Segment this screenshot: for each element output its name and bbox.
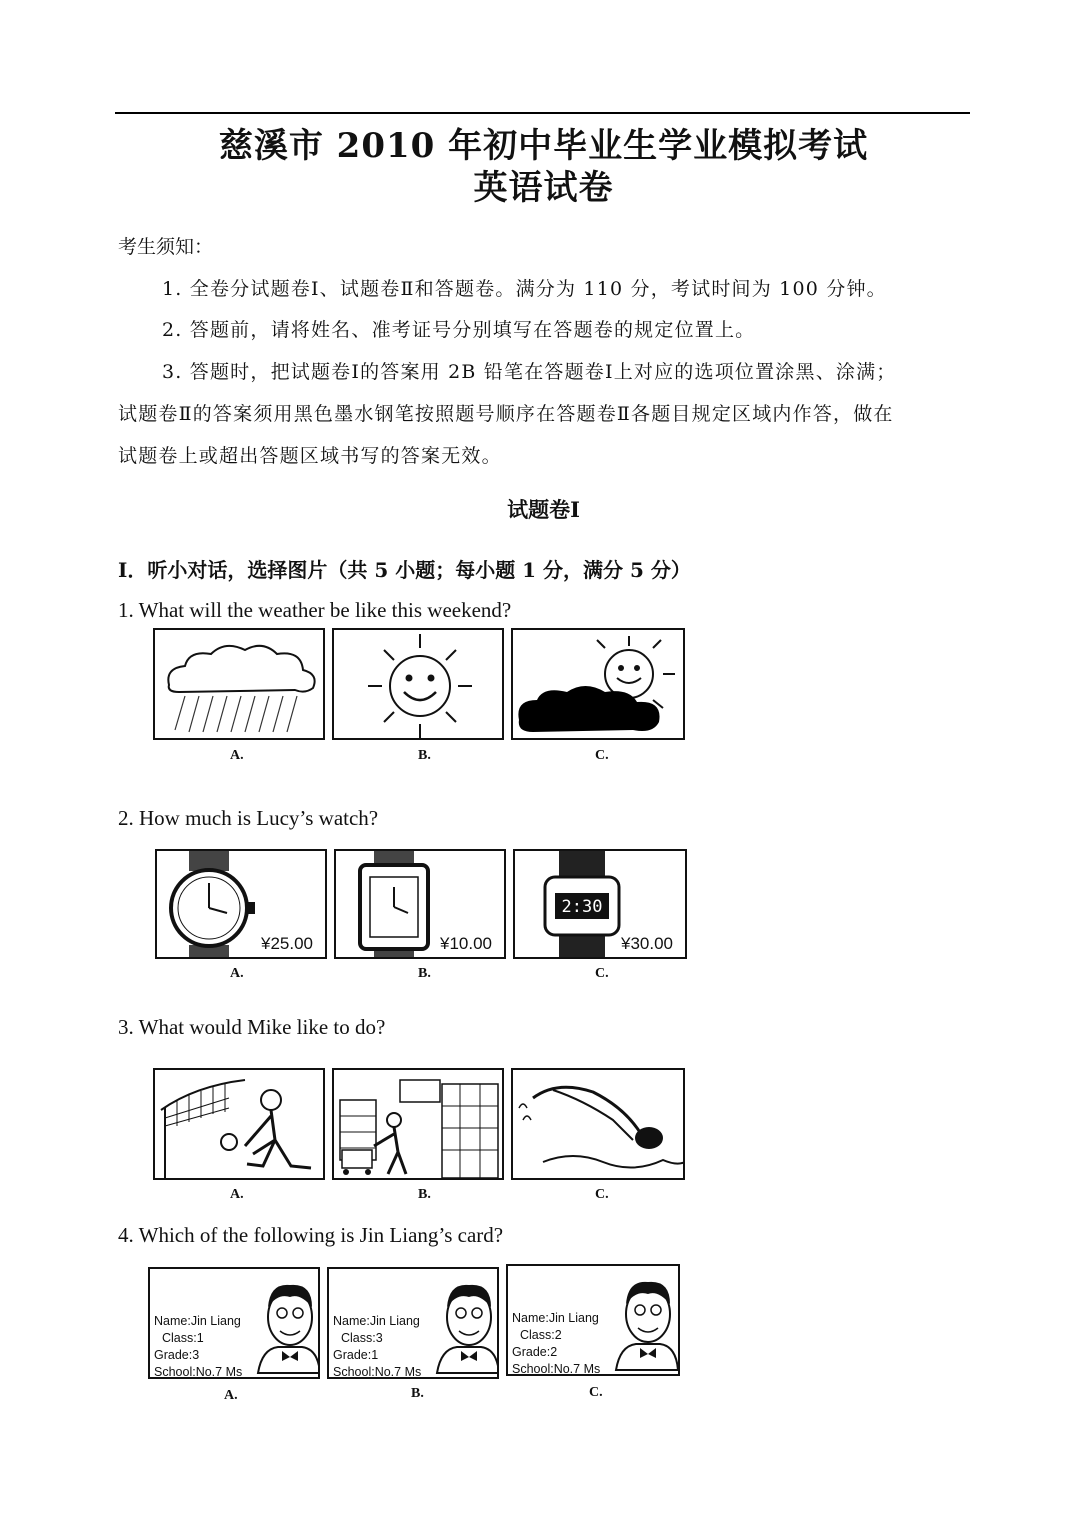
q1-option-b-image[interactable]	[332, 628, 504, 740]
q3-option-a-image[interactable]	[153, 1068, 325, 1180]
q2-price-b: ¥10.00	[440, 934, 492, 953]
q2-label-b: B.	[418, 966, 431, 981]
exam-subtitle: 英语试卷	[473, 168, 614, 208]
notice-heading: 考生须知：	[118, 236, 214, 258]
q2-option-c-image[interactable]	[513, 849, 687, 959]
question-4: 4. Which of the following is Jin Liang’s card?	[118, 1223, 504, 1247]
header-rule	[115, 112, 970, 114]
rain-cloud-icon	[155, 630, 325, 740]
notice-item-2: 2. 答题前，请将姓名、准考证号分别填写在答题卷的规定位置上。	[162, 319, 756, 341]
q1-label-b: B.	[418, 748, 431, 763]
q3-option-b-image[interactable]	[332, 1068, 504, 1180]
card-name: Name:Jin Liang	[154, 1314, 241, 1328]
notice-item-3-cont2: 试题卷上或超出答题区域书写的答案无效。	[118, 445, 502, 467]
q3-label-b: B.	[418, 1187, 431, 1202]
card-school: School:No.7 Ms	[333, 1365, 422, 1379]
sun-icon	[334, 630, 504, 740]
q3-label-c: C.	[595, 1187, 609, 1202]
question-2: 2. How much is Lucy’s watch?	[118, 806, 379, 830]
question-1: 1. What will the weather be like this weekend?	[118, 598, 512, 622]
q1-label-c: C.	[595, 748, 609, 763]
volume-title: 试题卷Ⅰ	[507, 497, 580, 522]
q4-card-c[interactable]	[506, 1264, 680, 1376]
q3-label-a: A.	[230, 1187, 244, 1202]
q2-price-a: ¥25.00	[261, 934, 313, 953]
card-class: Class:2	[520, 1328, 562, 1342]
digital-display-text: 2:30	[561, 897, 603, 917]
q1-label-a: A.	[230, 748, 244, 763]
notice-item-3: 3. 答题时，把试题卷Ⅰ的答案用 2B 铅笔在答题卷Ⅰ上对应的选项位置涂黑、涂满；	[162, 361, 897, 383]
q4-card-b[interactable]	[327, 1267, 499, 1379]
q4-card-a[interactable]	[148, 1267, 320, 1379]
volleyball-player-icon	[155, 1070, 325, 1180]
card-grade: Grade:2	[512, 1345, 558, 1359]
q4-label-b: B.	[411, 1386, 424, 1401]
card-class: Class:1	[162, 1331, 204, 1345]
exam-title: 慈溪市 2010 年初中毕业生学业模拟考试	[218, 126, 869, 166]
q2-option-a-image[interactable]	[155, 849, 327, 959]
q1-option-a-image[interactable]	[153, 628, 325, 740]
sun-behind-cloud-icon	[513, 630, 685, 740]
card-grade: Grade:1	[333, 1348, 379, 1362]
card-name: Name:Jin Liang	[333, 1314, 420, 1328]
q4-label-c: C.	[589, 1385, 603, 1400]
q4-card-b-text	[333, 1313, 421, 1379]
q2-label-c: C.	[595, 966, 609, 981]
notice-item-1: 1. 全卷分试题卷Ⅰ、试题卷Ⅱ和答题卷。满分为 110 分，考试时间为 100 分钟。	[162, 278, 887, 300]
question-3: 3. What would Mike like to do?	[118, 1015, 386, 1039]
q2-option-b-image[interactable]	[334, 849, 506, 959]
shopping-icon	[334, 1070, 504, 1180]
card-school: School:No.7 Ms	[512, 1362, 601, 1376]
swimmer-icon	[513, 1070, 685, 1180]
section-title: Ⅰ．听小对话，选择图片（共 5 小题；每小题 1 分，满分 5 分）	[118, 558, 691, 582]
q2-label-a: A.	[230, 966, 244, 981]
q4-label-a: A.	[224, 1388, 238, 1403]
card-name: Name:Jin Liang	[512, 1311, 599, 1325]
card-class: Class:3	[341, 1331, 383, 1345]
q4-card-c-text	[512, 1310, 600, 1376]
q3-option-c-image[interactable]	[511, 1068, 685, 1180]
card-school: School:No.7 Ms	[154, 1365, 243, 1379]
q1-option-c-image[interactable]	[511, 628, 685, 740]
q4-card-a-text	[154, 1313, 242, 1379]
q2-price-c: ¥30.00	[621, 934, 673, 953]
notice-item-3-cont1: 试题卷Ⅱ的答案须用黑色墨水钢笔按照题号顺序在答题卷Ⅱ各题目规定区域内作答，做在	[118, 403, 894, 425]
card-grade: Grade:3	[154, 1348, 200, 1362]
